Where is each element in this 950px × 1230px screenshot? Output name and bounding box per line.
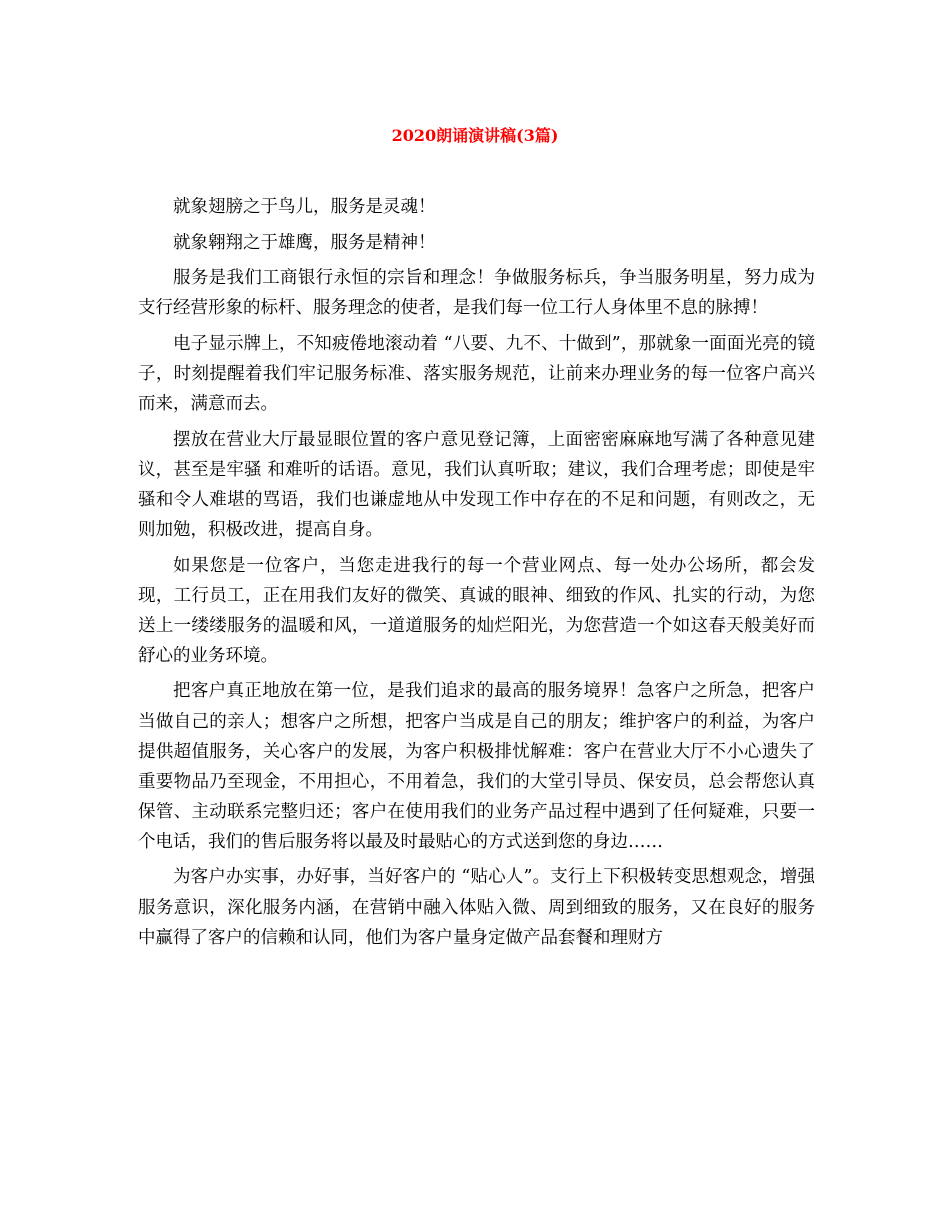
paragraph: 如果您是一位客户，当您走进我行的每一个营业网点、每一处办公场所，都会发现，工行员工，正在用我们友好的微笑、真诚的眼神、细致的作风、扎实的行动，为您送上一缕缕服务的温暖和风，一道道服务的灿烂阳光，为您营造一个如这春天般美好而舒心的业务环境。 xyxy=(138,555,815,666)
paragraph: 就象翱翔之于雄鹰，服务是精神！ xyxy=(173,232,436,253)
paragraph: 就象翅膀之于鸟儿，服务是灵魂！ xyxy=(173,197,436,217)
paragraph: 把客户真正地放在第一位，是我们追求的最高的服务境界！急客户之所急，把客户当做自己的亲人；想客户之所想，把客户当成是自己的朋友；维护客户的利益，为客户提供超值服务，关心客户的发展，为客户积极排忧解难：客户在营业大厅不小心遗失了重要物品乃至现金，不用担心，不用着急，我们的大堂引导员、保安员，总会帮您认真保管、主动联系完整归还；客户在使用我们的业务产品过程中遇到了任何疑难，只要一个电话，我们的售后服务将以最及时最贴心的方式送到您的身边…… xyxy=(138,681,815,852)
paragraph: 为客户办实事，办好事，当好客户的 “贴心人”。支行上下积极转变思想观念，增强服务意识，深化服务内涵，在营销中融入体贴入微、周到细致的服务，又在良好的服务中赢得了客户的信赖和认同，他们为客户量身定做产品套餐和理财方 xyxy=(138,867,815,948)
paragraph: 电子显示牌上，不知疲倦地滚动着 “八要、九不、十做到”，那就象一面面光亮的镜子，时刻提醒着我们牢记服务标准、落实服务规范，让前来办理业务的每一位客户高兴而来，满意而去。 xyxy=(138,333,815,415)
document-body xyxy=(138,192,815,958)
paragraph: 服务是我们工商银行永恒的宗旨和理念！争做服务标兵，争当服务明星，努力成为支行经营形象的标杆、服务理念的使者，是我们每一位工行人身体里不息的脉搏！ xyxy=(138,268,815,319)
paragraph: 摆放在营业大厅最显眼位置的客户意见登记簿，上面密密麻麻地写满了各种意见建议，甚至是牢骚 和难听的话语。意见，我们认真听取；建议，我们合理考虑；即使是牢骚和令人难堪的骂语，我们也谦虚地从中发现工作中存在的不足和问题，有则改之，无则加勉，积极改进，提高自身。 xyxy=(138,429,815,540)
document-title: 2020朗诵演讲稿(3篇) xyxy=(391,126,559,145)
